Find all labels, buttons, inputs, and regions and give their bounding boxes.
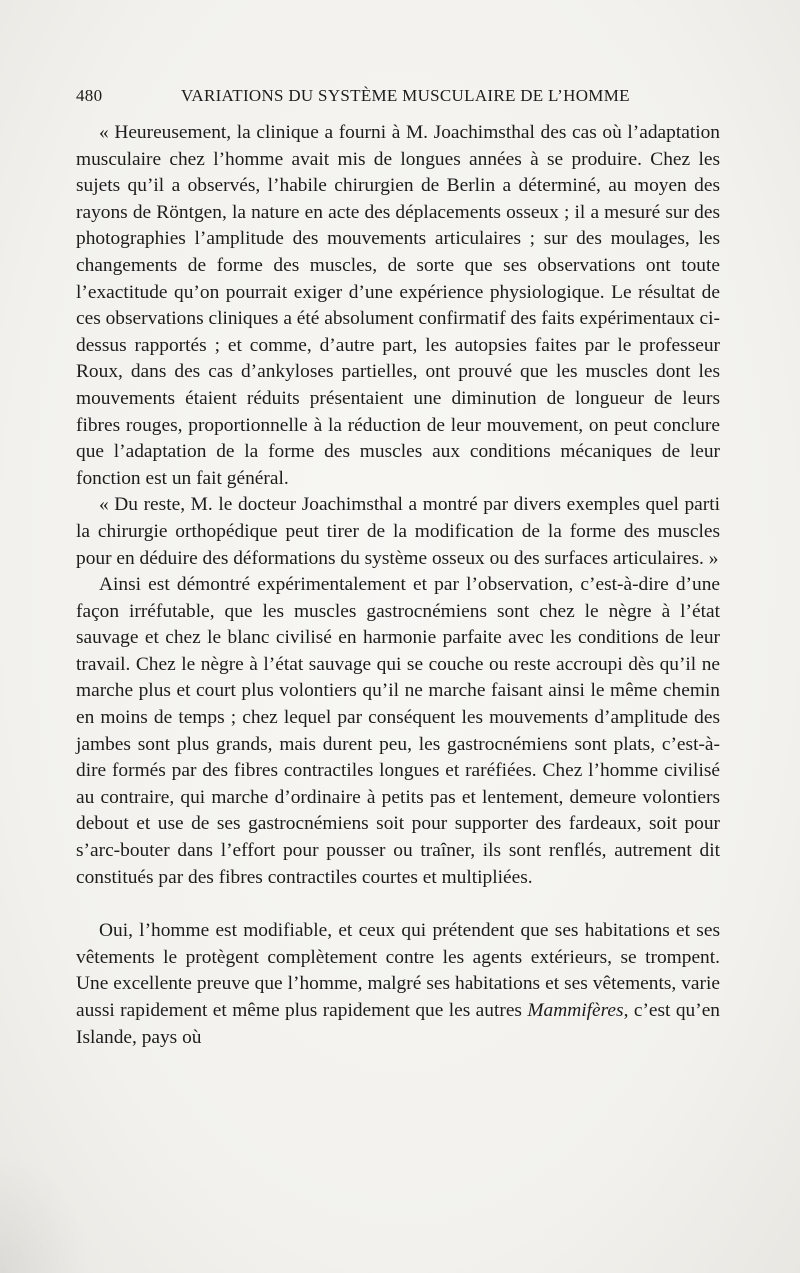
paragraph-text-after: , c’est qu’en Islande, pays où	[76, 1000, 720, 1048]
body-text	[76, 120, 720, 1051]
paragraph-quote-orthopedics: « Du reste, M. le docteur Joachimsthal a montré par divers exemples quel parti la chirurgie orthopédique peut tirer de la modification de la forme des muscles pour en déduire des déformations du système osseux ou des surfaces articulaires. »	[76, 494, 720, 569]
page-edge-shading	[0, 1150, 90, 1273]
paragraph-gastrocnemius: Ainsi est démontré expérimentalement et par l’observation, c’est-à-dire d’une façon irréfutable, que les muscles gastrocnémiens sont chez le nègre à l’état sauvage et chez le blanc civilisé en harmonie parfaite avec les conditions de leur travail. Chez le nègre à l’état sauvage qui se couche ou reste accroupi dès qu’il ne marche plus et court plus volontiers qu’il ne marche faisant ainsi le même chemin en moins de temps ; chez lequel par conséquent les mouvements d’amplitude des jambes sont plus grands, mais durent peu, les gastrocnémiens sont plats, c’est-à-dire formés par des fibres contractiles longues et raréfiées. Chez l’homme civilisé au contraire, qui marche d’ordinaire à petits pas et lentement, demeure volontiers debout et use de ses gastrocnémiens soit pour supporter des fardeaux, soit pour s’arc-bouter dans l’effort pour pousser ou traîner, ils sont renflés, autrement dit constitués par des fibres contractiles courtes et multipliées.	[76, 574, 720, 888]
paragraph-man-modifiable	[76, 918, 720, 1051]
running-title: VARIATIONS DU SYSTÈME MUSCULAIRE DE L’HOMME	[181, 86, 630, 105]
page-header	[76, 86, 724, 110]
italic-term: Mammifères	[527, 1000, 624, 1021]
page-number: 480	[76, 86, 103, 105]
paragraph-quote-joachimsthal: « Heureusement, la clinique a fourni à M. Joachimsthal des cas où l’adaptation musculaire chez l’homme avait mis de longues années à se produire. Chez les sujets qu’il a observés, l’habile chirurgien de Berlin a déterminé, au moyen des rayons de Röntgen, la nature en acte des déplacements osseux ; il a mesuré sur des photographies l’amplitude des mouvements articulaires ; sur des moulages, les changements de forme des muscles, de sorte que ses observations ont toute l’exactitude qu’on pourrait exiger d’une expérience physiologique. Le résultat de ces observations cliniques a été absolument confirmatif des faits expérimentaux ci-dessus rapportés ; et comme, d’autre part, les autopsies faites par le professeur Roux, dans des cas d’ankyloses partielles, ont prouvé que les muscles dont les mouvements étaient réduits présentaient une diminution de longueur de leurs fibres rouges, proportionnelle à la réduction de leur mouvement, on peut conclure que l’adaptation de la forme des muscles aux conditions mécaniques de leur fonction est un fait général.	[76, 122, 720, 489]
paragraph-text-before: Oui, l’homme est modifiable, et ceux qui prétendent que ses habitations et ses vêtements le protègent complètement contre les agents extérieurs, se trompent. Une excellente preuve que l’homme, malgré ses habitations et ses vêtements, varie aussi rapidement et même plus rapidement que les autres	[76, 920, 720, 1021]
